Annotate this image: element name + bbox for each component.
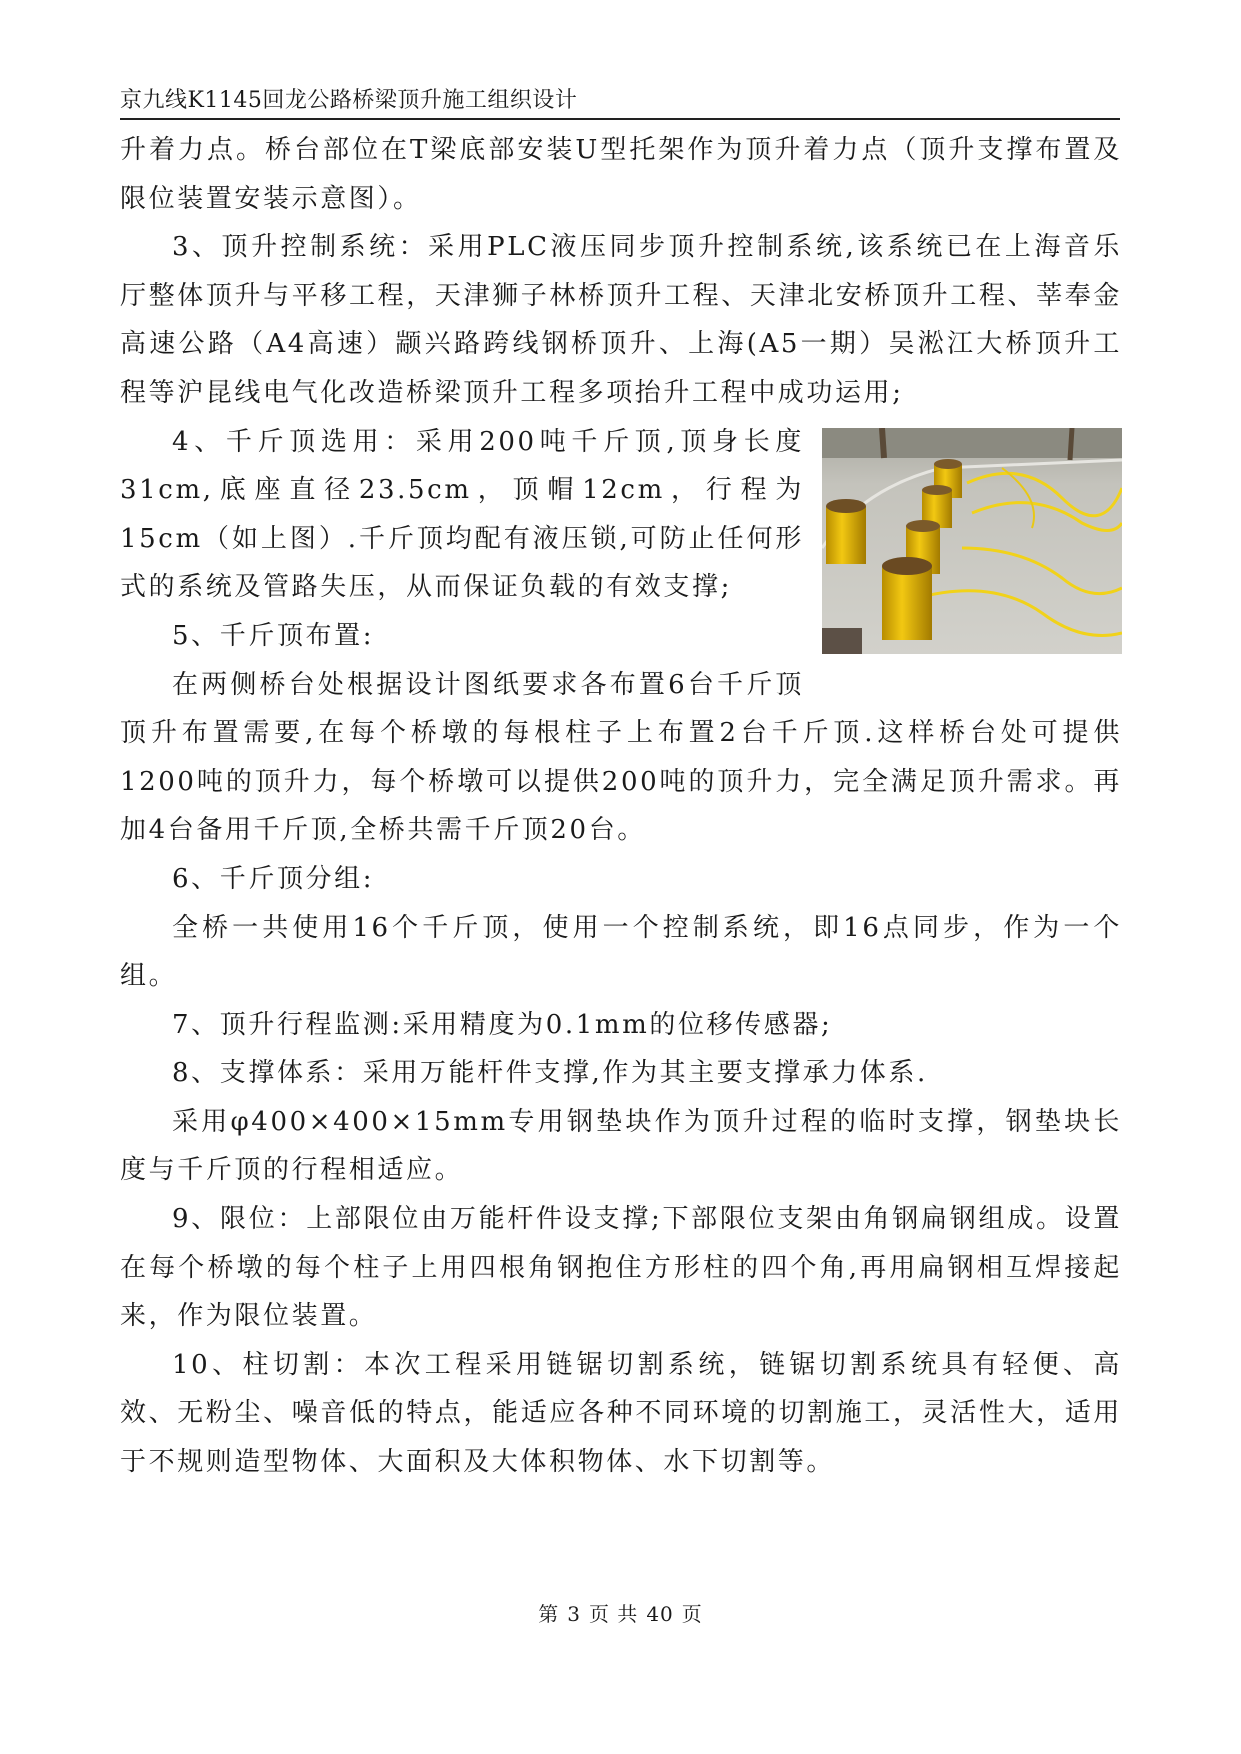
paragraph: 9、限位：上部限位由万能杆件设支撑;下部限位支架由角钢扁钢组成。设置在每个桥墩的每个柱子上用四根角钢抱住方形柱的四个角,再用扁钢相互焊接起来，作为限位装置。 [120, 1204, 1122, 1332]
total-pages: 40 [646, 1602, 674, 1626]
page-header [120, 82, 1120, 120]
paragraph: 8、支撑体系：采用万能杆件支撑,作为其主要支撑承力体系. [172, 1058, 928, 1089]
paragraph: 6、千斤顶分组: [172, 863, 375, 894]
page-number: 3 [567, 1602, 581, 1626]
paragraph: 3、顶升控制系统：采用PLC液压同步顶升控制系统,该系统已在上海音乐厅整体顶升与平移工程，天津狮子林桥顶升工程、天津北安桥顶升工程、莘奉金高速公路（A4高速）颛兴路跨线钢桥顶升、上海(A5一期）吴淞江大桥顶升工程等沪昆线电气化改造桥梁顶升工程多项抬升工程中成功运用; [120, 232, 1122, 408]
footer-prefix: 第 [538, 1602, 560, 1626]
paragraph: 采用φ400×400×15mm专用钢垫块作为顶升过程的临时支撑，钢垫块长度与千斤顶的行程相适应。 [120, 1106, 1122, 1186]
footer-suffix: 页 [681, 1602, 703, 1626]
document-body [120, 126, 1122, 1487]
paragraph: 升着力点。桥台部位在T梁底部安装U型托架作为顶升着力点（顶升支撑布置及限位装置安装示意图）。 [120, 135, 1122, 214]
paragraph: 10、柱切割：本次工程采用链锯切割系统，链锯切割系统具有轻便、高效、无粉尘、噪音低的特点，能适应各种不同环境的切割施工，灵活性大，适用于不规则造型物体、大面积及大体积物体、水下切割等。 [120, 1349, 1122, 1478]
paragraph: 全桥一共使用16个千斤顶，使用一个控制系统，即16点同步，作为一个组。 [120, 912, 1122, 992]
paragraph: 5、千斤顶布置: [172, 620, 375, 651]
header-title: 京九线K1145回龙公路桥梁顶升施工组织设计 [120, 88, 578, 113]
footer-middle: 页 共 [588, 1602, 639, 1626]
paragraph: 7、顶升行程监测:采用精度为0.1mm的位移传感器; [172, 1009, 833, 1040]
paragraph: 4、千斤顶选用：采用200吨千斤顶,顶身长度31cm,底座直径23.5cm，顶帽12cm，行程为15cm（如上图）.千斤顶均配有液压锁,可防止任何形式的系统及管路失压，从而保证负载的有效支撑; [120, 426, 804, 603]
page-footer [0, 1598, 1241, 1627]
hydraulic-jacks-photo [822, 428, 1122, 654]
paragraph: 在两侧桥台处根据设计图纸要求各布置6台千斤顶顶升布置需要,在每个桥墩的每根柱子上布置2台千斤顶.这样桥台处可提供1200吨的顶升力，每个桥墩可以提供200吨的顶升力，完全满足顶升需求。再加4台备用千斤顶,全桥共需千斤顶20台。 [120, 669, 1122, 846]
